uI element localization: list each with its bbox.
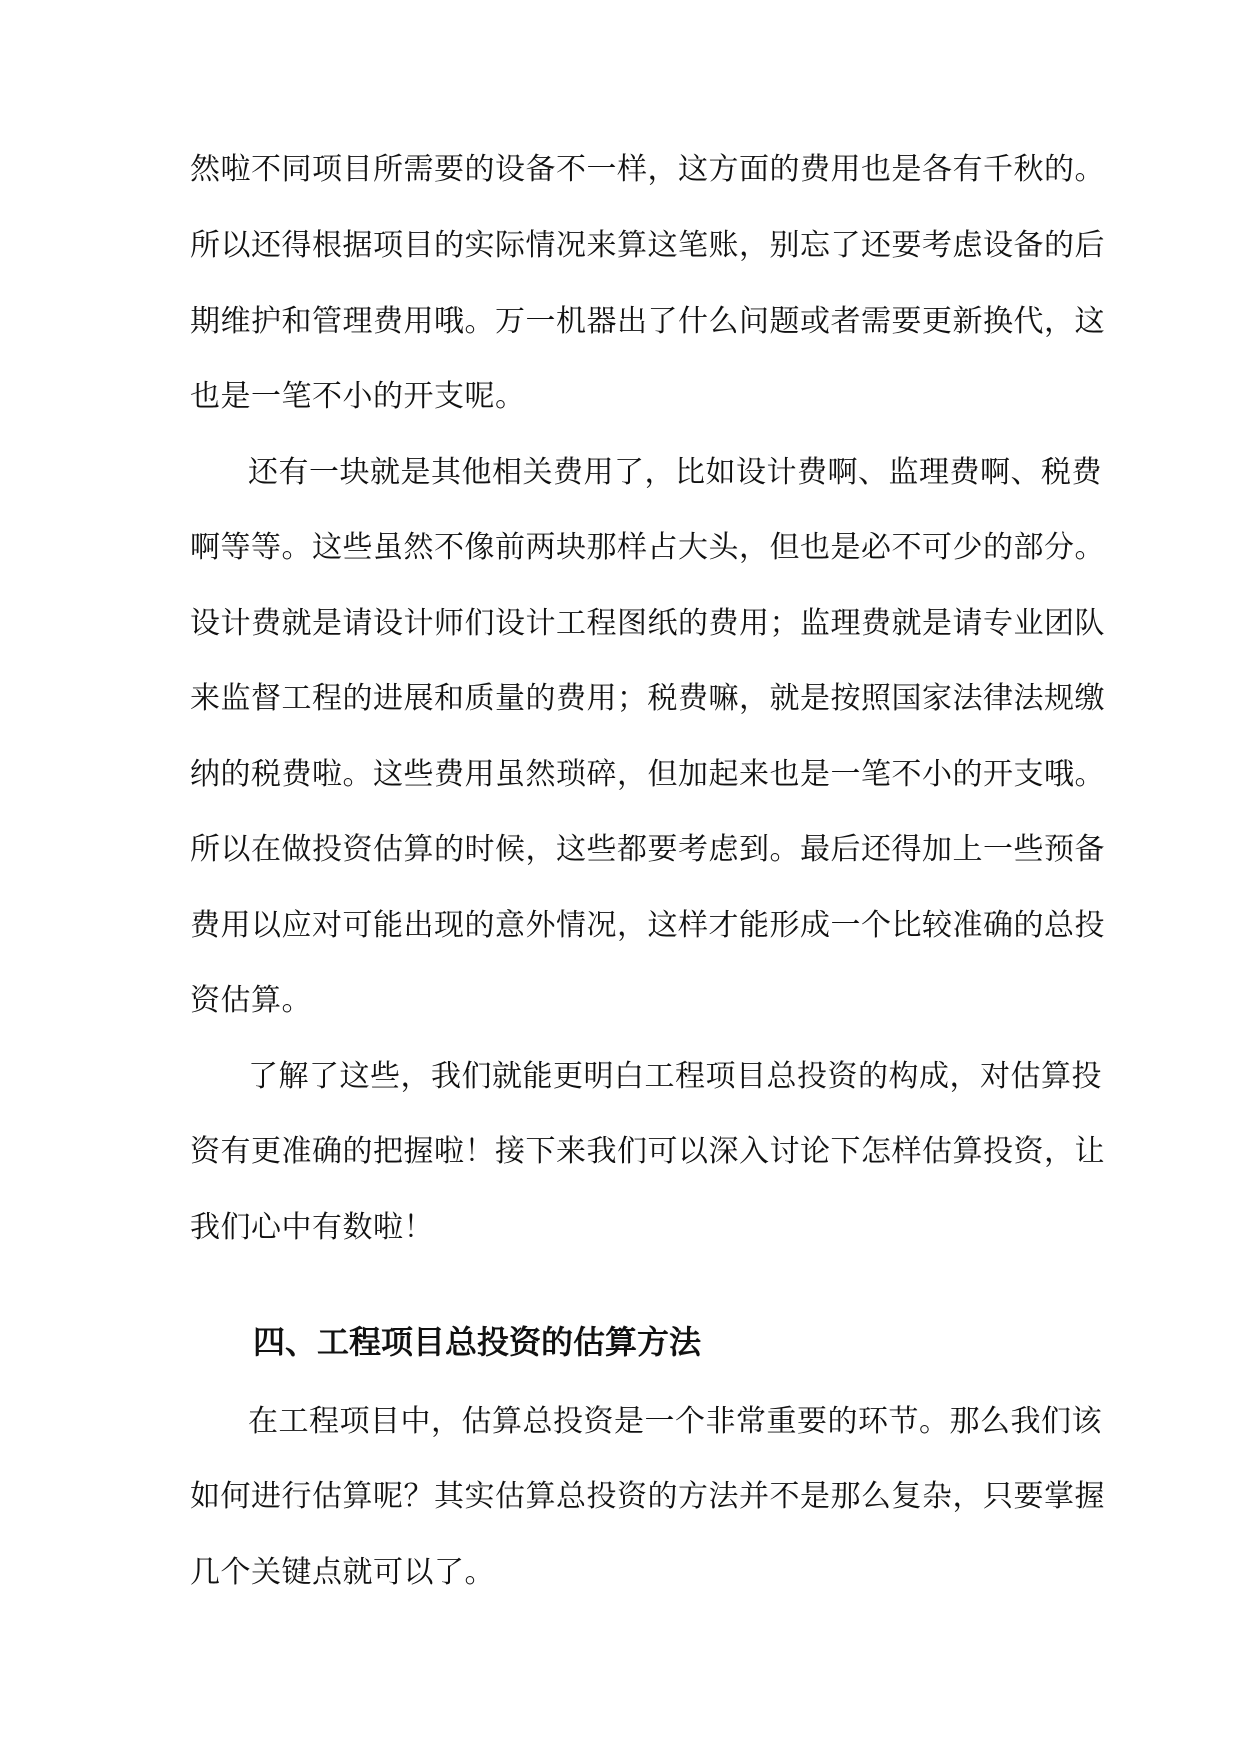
paragraph-2-line-2: 啊等等。这些虽然不像前两块那样占大头，但也是必不可少的部分。	[190, 530, 1105, 565]
paragraph-2-line-3: 设计费就是请设计师们设计工程图纸的费用；监理费就是请专业团队	[190, 606, 1105, 641]
paragraph-1-line-1: 然啦不同项目所需要的设备不一样，这方面的费用也是各有千秋的。	[190, 152, 1105, 187]
section-paragraph-line-2: 如何进行估算呢？其实估算总投资的方法并不是那么复杂，只要掌握	[190, 1479, 1105, 1514]
paragraph-1-line-4: 也是一笔不小的开支呢。	[190, 379, 526, 414]
paragraph-2-line-5: 纳的税费啦。这些费用虽然琐碎，但加起来也是一笔不小的开支哦。	[190, 757, 1105, 792]
paragraph-2-line-6: 所以在做投资估算的时候，这些都要考虑到。最后还得加上一些预备	[190, 832, 1105, 867]
paragraph-1-line-3: 期维护和管理费用哦。万一机器出了什么问题或者需要更新换代，这	[190, 304, 1105, 339]
paragraph-1-line-2: 所以还得根据项目的实际情况来算这笔账，别忘了还要考虑设备的后	[190, 228, 1105, 263]
section-paragraph-line-3: 几个关键点就可以了。	[190, 1555, 495, 1590]
paragraph-3-line-2: 资有更准确的把握啦！接下来我们可以深入讨论下怎样估算投资，让	[190, 1134, 1105, 1169]
paragraph-2-line-1: 还有一块就是其他相关费用了，比如设计费啊、监理费啊、税费	[248, 455, 1102, 490]
paragraph-2-line-7: 费用以应对可能出现的意外情况，这样才能形成一个比较准确的总投	[190, 908, 1105, 943]
paragraph-2-line-8: 资估算。	[190, 983, 312, 1018]
paragraph-2-line-4: 来监督工程的进展和质量的费用；税费嘛，就是按照国家法律法规缴	[190, 681, 1105, 716]
section-paragraph-line-1: 在工程项目中，估算总投资是一个非常重要的环节。那么我们该	[248, 1404, 1102, 1439]
section-heading: 四、工程项目总投资的估算方法	[253, 1323, 702, 1361]
paragraph-3-line-3: 我们心中有数啦！	[190, 1210, 434, 1245]
paragraph-3-line-1: 了解了这些，我们就能更明白工程项目总投资的构成，对估算投	[248, 1059, 1102, 1094]
